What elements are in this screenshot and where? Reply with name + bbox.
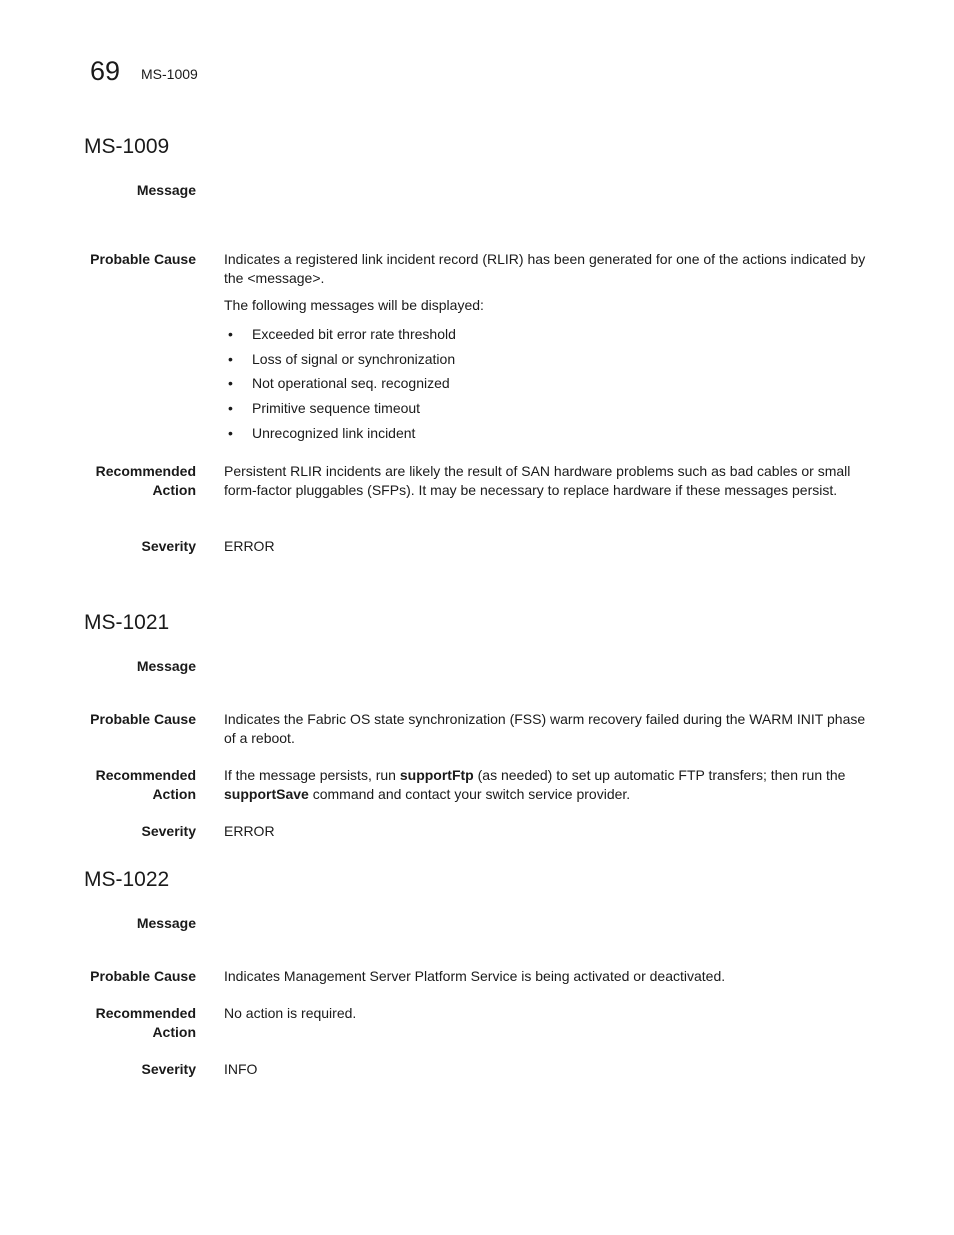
cause-bullet-list: • Exceeded bit error rate threshold • Loss of signal or synchronization • Not operational seq. recognized • Primitive sequence timeout • Unrecognized link incident: [228, 325, 456, 441]
recommended-action-text: If the message persists, run supportFtp (as needed) to set up automatic FTP transfers; then run the supportSave command and contact your switch service provider.: [224, 767, 846, 802]
probable-cause-label: Probable Cause: [90, 251, 196, 267]
severity-label: Severity: [141, 1061, 196, 1077]
probable-cause-text: Indicates the Fabric OS state synchronization (FSS) warm recovery failed during the WARM INIT phase of a reboot.: [224, 711, 866, 746]
bullet-icon: •: [228, 325, 233, 342]
probable-cause-value: [224, 250, 874, 445]
severity-label: Severity: [141, 538, 196, 554]
running-title: MS-1009: [141, 66, 198, 82]
severity-label: Severity: [141, 823, 196, 839]
recommended-action-value: [224, 766, 874, 803]
probable-cause-label: Probable Cause: [90, 968, 196, 984]
recommended-action-text: Persistent RLIR incidents are likely the result of SAN hardware problems such as bad cables or small form-factor pluggables (SFPs). It may be necessary to replace hardware if these messages persist.: [224, 463, 851, 498]
bullet-icon: •: [228, 424, 233, 441]
recommended-action-label: Recommended Action: [95, 1005, 196, 1040]
severity-value: INFO: [224, 1061, 258, 1077]
probable-cause-text: Indicates Management Server Platform Service is being activated or deactivated.: [224, 968, 726, 984]
bullet-icon: •: [228, 399, 233, 416]
recommended-action-value: [224, 1004, 874, 1023]
bullet-icon: •: [228, 374, 233, 391]
recommended-action-label: Recommended Action: [95, 767, 196, 802]
probable-cause-intro: The following messages will be displayed:: [224, 297, 484, 313]
message-label: Message: [136, 182, 196, 198]
recommended-action-value: [224, 462, 874, 499]
probable-cause-label: Probable Cause: [90, 711, 196, 727]
command-supportftp: supportFtp: [399, 767, 474, 783]
message-label: Message: [136, 658, 196, 674]
recommended-action-label: Recommended Action: [95, 463, 196, 498]
entry-title: MS-1021: [84, 611, 170, 634]
bullet-icon: •: [228, 350, 233, 367]
severity-value: ERROR: [224, 823, 275, 839]
severity-value: ERROR: [224, 538, 275, 554]
probable-cause-value: [224, 710, 874, 747]
recommended-action-text: No action is required.: [224, 1005, 357, 1021]
probable-cause-text: Indicates a registered link incident record (RLIR) has been generated for one of the actions indicated by the <message>.: [224, 251, 866, 286]
entry-title: MS-1009: [84, 135, 170, 158]
message-label: Message: [136, 915, 196, 931]
chapter-number: 69: [90, 56, 121, 86]
command-supportsave: supportSave: [224, 785, 309, 802]
probable-cause-value: [224, 967, 874, 986]
entry-title: MS-1022: [84, 868, 170, 891]
